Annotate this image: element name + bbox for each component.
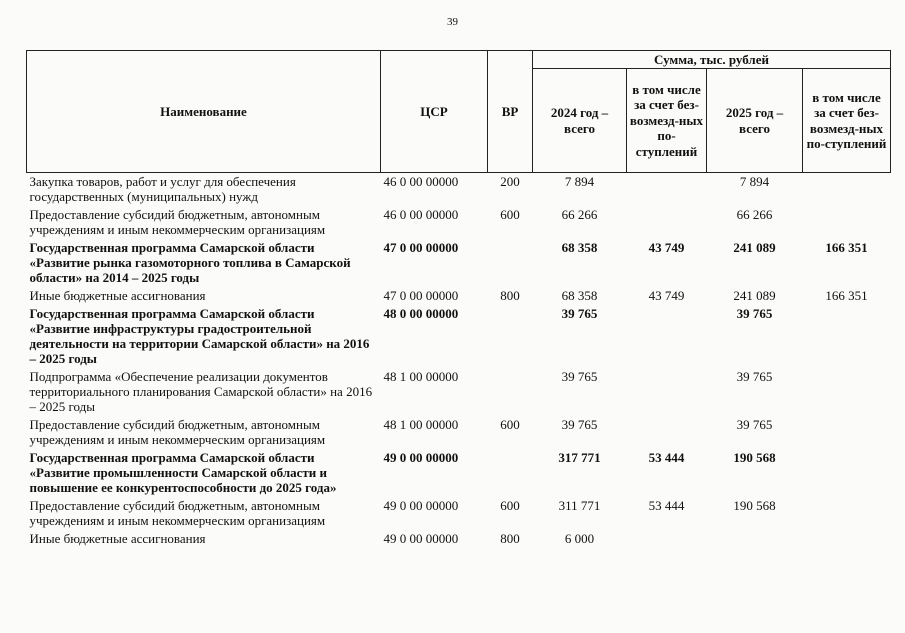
row-2025-free (803, 368, 891, 416)
row-2025-free (803, 449, 891, 497)
row-name: Предоставление субсидий бюджетным, автономным учреждениям и иным некоммерческим организациям (29, 498, 326, 528)
row-2025-free (803, 305, 891, 368)
row-name: Государственная программа Самарской области «Развитие промышленности Самарской области и повышение ее конкурентоспособности до 2025 года» (29, 450, 337, 495)
row-2025-free (803, 173, 891, 207)
table-row (27, 305, 891, 368)
row-name: Государственная программа Самарской области «Развитие инфраструктуры градостроительной деятельности на территории Самарской области» на 2016 – 2025 годы (29, 306, 370, 366)
row-2024-free: 43 749 (648, 288, 685, 303)
row-2025-total: 66 266 (736, 207, 773, 222)
row-2024-free (627, 173, 707, 207)
table-row (27, 530, 891, 548)
table-row (27, 173, 891, 207)
row-csr: 48 1 00 00000 (383, 369, 459, 384)
page-number: 39 (447, 16, 458, 28)
row-name: Закупка товаров, работ и услуг для обеспечения государственных (муниципальных) нужд (29, 174, 296, 204)
table-header (27, 51, 891, 173)
header-csr: ЦСР (381, 51, 488, 173)
row-2024-total: 7 894 (564, 174, 595, 189)
row-2025-total (707, 530, 803, 548)
row-vr: 200 (500, 174, 520, 189)
row-csr: 47 0 00 00000 (383, 288, 459, 303)
row-csr: 46 0 00 00000 (383, 207, 459, 222)
row-2024-free (627, 368, 707, 416)
row-2024-total: 68 358 (561, 240, 598, 255)
row-vr (488, 368, 533, 416)
row-vr: 600 (500, 498, 520, 513)
row-2025-total: 241 089 (733, 288, 776, 303)
row-2024-free: 43 749 (648, 240, 685, 255)
row-2024-free (627, 530, 707, 548)
row-2024-total: 39 765 (561, 369, 598, 384)
row-2025-free (803, 530, 891, 548)
row-2024-total: 317 771 (558, 450, 601, 465)
table-row (27, 416, 891, 449)
table-body (27, 173, 891, 549)
row-csr: 49 0 00 00000 (383, 531, 459, 546)
row-2024-total: 311 771 (558, 498, 601, 513)
header-2024-total: 2024 год – всего (533, 69, 627, 173)
row-2025-total: 39 765 (736, 369, 773, 384)
row-vr (488, 239, 533, 287)
row-name: Подпрограмма «Обеспечение реализации документов территориального планирования Самарской области» на 2016 – 2025 годы (29, 369, 373, 414)
row-2024-free (627, 206, 707, 239)
table-row (27, 206, 891, 239)
header-name: Наименование (27, 51, 381, 173)
row-2025-free: 166 351 (825, 240, 868, 255)
row-csr: 49 0 00 00000 (383, 450, 459, 465)
row-vr: 600 (500, 417, 520, 432)
row-vr: 800 (500, 531, 520, 546)
row-name: Иные бюджетные ассигнования (29, 531, 206, 546)
row-csr: 48 0 00 00000 (383, 306, 459, 321)
table-row (27, 368, 891, 416)
row-2025-total: 39 765 (736, 417, 773, 432)
row-2025-free (803, 206, 891, 239)
row-vr (488, 449, 533, 497)
row-csr: 48 1 00 00000 (383, 417, 459, 432)
row-2025-total: 241 089 (733, 240, 776, 255)
row-2025-free: 166 351 (825, 288, 868, 303)
budget-table (26, 50, 891, 548)
header-vr: ВР (488, 51, 533, 173)
row-vr: 800 (500, 288, 520, 303)
row-csr: 47 0 00 00000 (383, 240, 459, 255)
row-vr: 600 (500, 207, 520, 222)
row-csr: 46 0 00 00000 (383, 174, 459, 189)
row-vr (488, 305, 533, 368)
table-row (27, 449, 891, 497)
row-name: Иные бюджетные ассигнования (29, 288, 206, 303)
row-2024-total: 66 266 (561, 207, 598, 222)
row-2025-total: 190 568 (733, 450, 776, 465)
row-2024-total: 68 358 (561, 288, 598, 303)
row-2024-total: 6 000 (564, 531, 595, 546)
row-2025-free (803, 497, 891, 530)
row-name: Государственная программа Самарской области «Развитие рынка газомоторного топлива в Самарской области» на 2014 – 2025 годы (29, 240, 351, 285)
row-2025-free (803, 416, 891, 449)
header-2025-free: в том числе за счет без-возмезд-ных по-ступлений (803, 69, 891, 173)
row-csr: 49 0 00 00000 (383, 498, 459, 513)
table-row (27, 497, 891, 530)
table-row (27, 287, 891, 305)
row-2024-free: 53 444 (648, 498, 685, 513)
row-2024-free (627, 416, 707, 449)
row-2024-total: 39 765 (561, 417, 598, 432)
row-2025-total: 190 568 (733, 498, 776, 513)
row-2024-free (627, 305, 707, 368)
row-name: Предоставление субсидий бюджетным, автономным учреждениям и иным некоммерческим организациям (29, 207, 326, 237)
header-2024-free: в том числе за счет без-возмезд-ных по-ступлений (627, 69, 707, 173)
row-2024-total: 39 765 (561, 306, 598, 321)
row-name: Предоставление субсидий бюджетным, автономным учреждениям и иным некоммерческим организациям (29, 417, 326, 447)
header-sum: Сумма, тыс. рублей (533, 51, 891, 69)
header-2025-total: 2025 год – всего (707, 69, 803, 173)
row-2025-total: 39 765 (736, 306, 773, 321)
row-2025-total: 7 894 (739, 174, 770, 189)
row-2024-free: 53 444 (648, 450, 685, 465)
table-row (27, 239, 891, 287)
